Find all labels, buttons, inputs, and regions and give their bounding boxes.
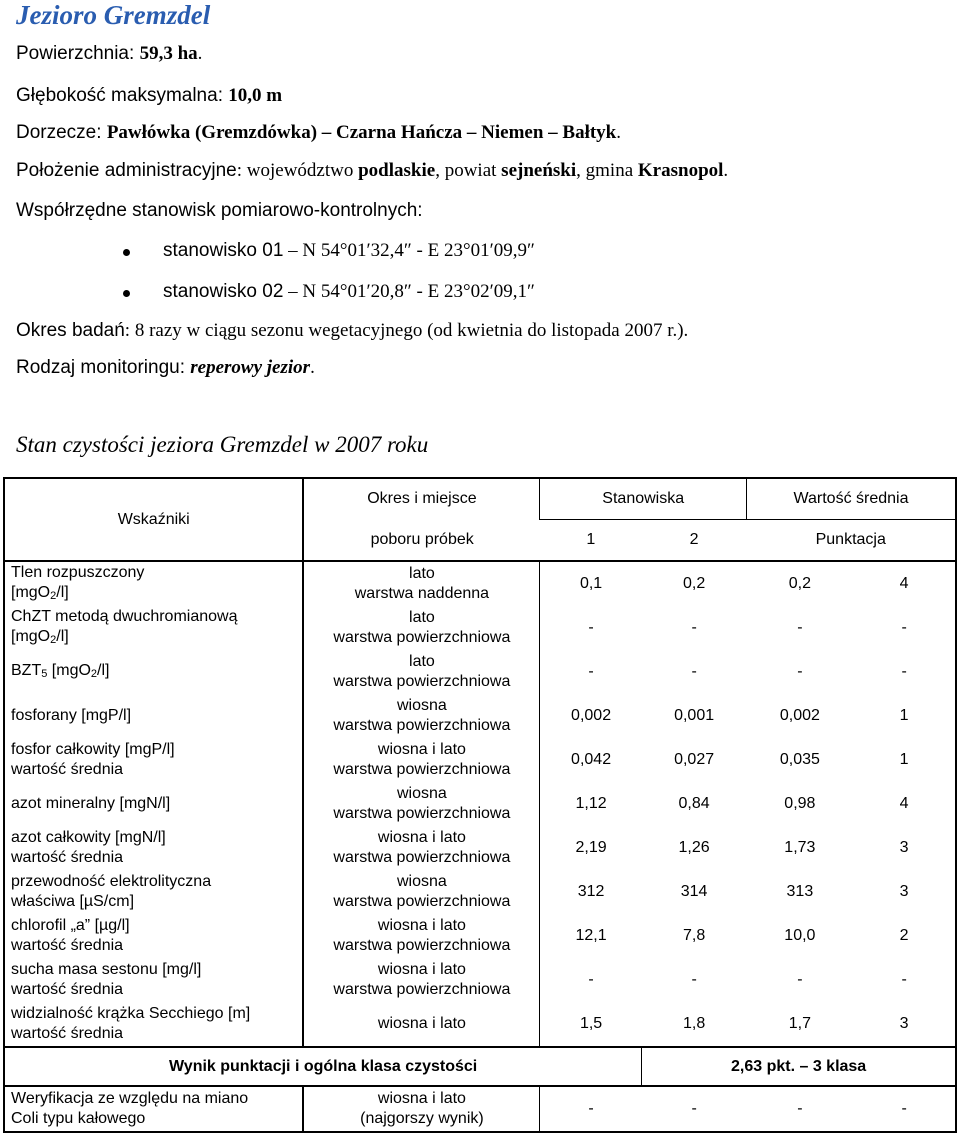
- station-1-value: 2,19: [540, 826, 642, 870]
- station-2-value: 7,8: [682, 927, 706, 944]
- score-value: 3: [853, 870, 956, 914]
- area-line: Powierzchnia: 59,3 ha.: [16, 43, 203, 64]
- indicator-cell: sucha masa sestonu [mg/l] wartość średnia: [4, 958, 303, 1002]
- header-station-2: 2: [642, 520, 747, 562]
- mean-value: 0,98: [784, 795, 816, 812]
- sampling-cell: wiosna i lato: [303, 1002, 540, 1047]
- indicator-cell: Tlen rozpuszczony [mgO$_2$/l]: [4, 561, 303, 606]
- score-value: 4: [853, 782, 956, 826]
- type-line: Rodzaj monitoringu: reperowy jezior.: [16, 357, 315, 378]
- mean-value: -: [797, 619, 803, 636]
- mean-value: 0,035: [779, 751, 820, 768]
- header-period: Okres i miejsce: [303, 478, 540, 520]
- score-value: 1: [853, 694, 956, 738]
- admin-text: , powiat: [435, 160, 502, 181]
- indicator-cell: chlorofil „a” [µg/l] wartość średnia: [4, 914, 303, 958]
- indicator-cell: ChZT metodą dwuchromianową [mgO$_2$/l]: [4, 606, 303, 650]
- sampling-cell: wiosna i lato warstwa powierzchniowa: [333, 961, 511, 998]
- station-2-value: 0,2: [682, 575, 706, 592]
- sampling-cell: wiosna warstwa powierzchniowa: [333, 873, 511, 910]
- table-row: [4, 606, 956, 650]
- sampling-cell: wiosna warstwa powierzchniowa: [333, 785, 511, 822]
- score-value: -: [853, 958, 956, 1002]
- bullet-icon: [123, 249, 130, 256]
- station-1-value: 12,1: [540, 914, 642, 958]
- station-2-value: 0,027: [674, 751, 715, 768]
- station-1-value: -: [540, 606, 642, 650]
- range-value: : 8 razy w ciągu sezonu wegetacyjnego (od kwietnia do listopada 2007 r.).: [124, 320, 689, 341]
- station-2-value: -: [691, 971, 697, 988]
- table-row: [4, 958, 956, 1002]
- station-2-value: 1,8: [642, 1002, 747, 1047]
- admin-county: sejneński: [501, 160, 577, 181]
- admin-line: Położenie administracyjne: województwo podlaskie, powiat sejneński, gmina Krasnopol.: [16, 160, 729, 181]
- admin-label: Położenie administracyjne: [16, 160, 237, 181]
- station-2-value: 0,84: [678, 795, 710, 812]
- table-row: [4, 870, 956, 914]
- mean-value: -: [746, 1086, 853, 1132]
- sampling-cell: wiosna warstwa powierzchniowa: [333, 697, 511, 734]
- score-value: 2: [853, 914, 956, 958]
- basin-value: Pawłówka (Gremzdówka) – Czarna Hańcza – Niemen – Bałtyk: [106, 122, 617, 143]
- header-indicators: Wskaźniki: [4, 478, 303, 561]
- area-label: Powierzchnia:: [16, 43, 140, 64]
- sampling-cell: wiosna i lato (najgorszy wynik): [303, 1086, 540, 1132]
- station-1-value: -: [540, 650, 642, 694]
- score-value: -: [853, 1086, 956, 1132]
- score-value: 3: [853, 1002, 956, 1047]
- basin-label: Dorzecze:: [16, 122, 107, 143]
- bullet-icon: [123, 290, 130, 297]
- station-1-value: 0,1: [540, 561, 642, 606]
- sampling-cell: lato warstwa powierzchniowa: [333, 653, 511, 690]
- table-row: [4, 738, 956, 782]
- indicator-cell: przewodność elektrolityczna właściwa [µS/cm]: [4, 870, 303, 914]
- water-quality-table: [3, 477, 957, 1133]
- station-2-value: 0,001: [674, 707, 715, 724]
- header-station-1: 1: [540, 520, 642, 562]
- station-2-value: 1,26: [678, 839, 710, 856]
- station-1-value: -: [540, 1086, 642, 1132]
- admin-voivodeship: podlaskie: [358, 160, 436, 181]
- range-label: Okres badań: [16, 320, 125, 341]
- score-value: -: [853, 650, 956, 694]
- verification-row: [4, 1086, 956, 1132]
- score-value: 1: [853, 738, 956, 782]
- indicator-cell: widzialność krążka Secchiego [m] wartość średnia: [4, 1002, 303, 1047]
- sampling-cell: wiosna i lato warstwa powierzchniowa: [333, 741, 511, 778]
- table-row: [4, 561, 956, 606]
- mean-value: 0,002: [779, 707, 820, 724]
- table-row: [4, 782, 956, 826]
- score-value: 3: [853, 826, 956, 870]
- sampling-cell: lato warstwa naddenna: [354, 565, 490, 602]
- station-2-value: -: [691, 663, 697, 680]
- station-1-value: 312: [540, 870, 642, 914]
- sampling-cell: wiosna i lato warstwa powierzchniowa: [333, 829, 511, 866]
- admin-text: , gmina: [576, 160, 638, 181]
- indicator-cell: fosforany [mgP/l]: [4, 694, 303, 738]
- header-stations: Stanowiska: [540, 478, 747, 520]
- table-row: [4, 694, 956, 738]
- indicator-cell: azot całkowity [mgN/l] wartość średnia: [4, 826, 303, 870]
- score-value: -: [853, 606, 956, 650]
- type-value: reperowy jezior: [190, 357, 311, 378]
- depth-line: [16, 85, 282, 107]
- area-value: 59,3 ha: [139, 43, 198, 64]
- station-2-value: -: [691, 619, 697, 636]
- station-1-value: 0,002: [540, 694, 642, 738]
- result-value: 2,63 pkt. – 3 klasa: [642, 1047, 956, 1086]
- station-1-value: 0,042: [540, 738, 642, 782]
- station-2-value: 314: [680, 883, 708, 900]
- indicator-cell: $BZT_5$ [mgO$_2$/l]: [4, 650, 303, 694]
- mean-value: -: [797, 663, 803, 680]
- station-1-value: 1,12: [540, 782, 642, 826]
- mean-value: 0,2: [788, 575, 811, 592]
- table-row: [4, 650, 956, 694]
- basin-line: Dorzecze: Pawłówka (Gremzdówka) – Czarna Hańcza – Niemen – Bałtyk.: [16, 122, 621, 143]
- type-label: Rodzaj monitoringu:: [16, 357, 191, 378]
- range-line: [16, 320, 688, 342]
- depth-value: 10,0 m: [228, 85, 283, 106]
- table-row: [4, 914, 956, 958]
- admin-text: : województwo: [236, 160, 359, 181]
- mean-value: 1,7: [746, 1002, 853, 1047]
- result-row: [4, 1047, 956, 1086]
- depth-label: Głębokość maksymalna:: [16, 85, 229, 106]
- coords-label: Współrzędne stanowisk pomiarowo-kontrolnych:: [16, 200, 423, 221]
- header-score: Punktacja: [746, 520, 956, 562]
- admin-commune: Krasnopol: [637, 160, 724, 181]
- sampling-cell: lato warstwa powierzchniowa: [333, 609, 511, 646]
- indicator-cell: azot mineralny [mgN/l]: [4, 782, 303, 826]
- station-1-value: 1,5: [540, 1002, 642, 1047]
- page-title: Jezioro Gremzdel: [16, 0, 211, 30]
- mean-value: 10,0: [784, 927, 816, 944]
- header-sampling: poboru próbek: [303, 520, 540, 562]
- indicator-cell: Weryfikacja ze względu na miano Coli typu kałowego: [4, 1086, 303, 1132]
- score-value: 4: [853, 561, 956, 606]
- table-row: [4, 826, 956, 870]
- indicator-cell: fosfor całkowity [mgP/l] wartość średnia: [4, 738, 303, 782]
- station-1-value: -: [540, 958, 642, 1002]
- sampling-cell: wiosna i lato warstwa powierzchniowa: [333, 917, 511, 954]
- station-coords: – N 54°01′20,8″ - E 23°02′09,1″: [283, 281, 535, 302]
- station-name: stanowisko 01: [163, 240, 284, 261]
- header-mean: Wartość średnia: [746, 478, 956, 520]
- section-title: Stan czystości jeziora Gremzdel w 2007 roku: [16, 432, 429, 457]
- result-label: Wynik punktacji i ogólna klasa czystości: [4, 1047, 642, 1086]
- mean-value: 313: [786, 883, 814, 900]
- mean-value: -: [797, 971, 803, 988]
- mean-value: 1,73: [784, 839, 816, 856]
- table-row: [4, 1002, 956, 1047]
- station-coords: – N 54°01′32,4″ - E 23°01′09,9″: [283, 240, 535, 261]
- station-2-value: -: [642, 1086, 747, 1132]
- station-name: stanowisko 02: [163, 281, 284, 302]
